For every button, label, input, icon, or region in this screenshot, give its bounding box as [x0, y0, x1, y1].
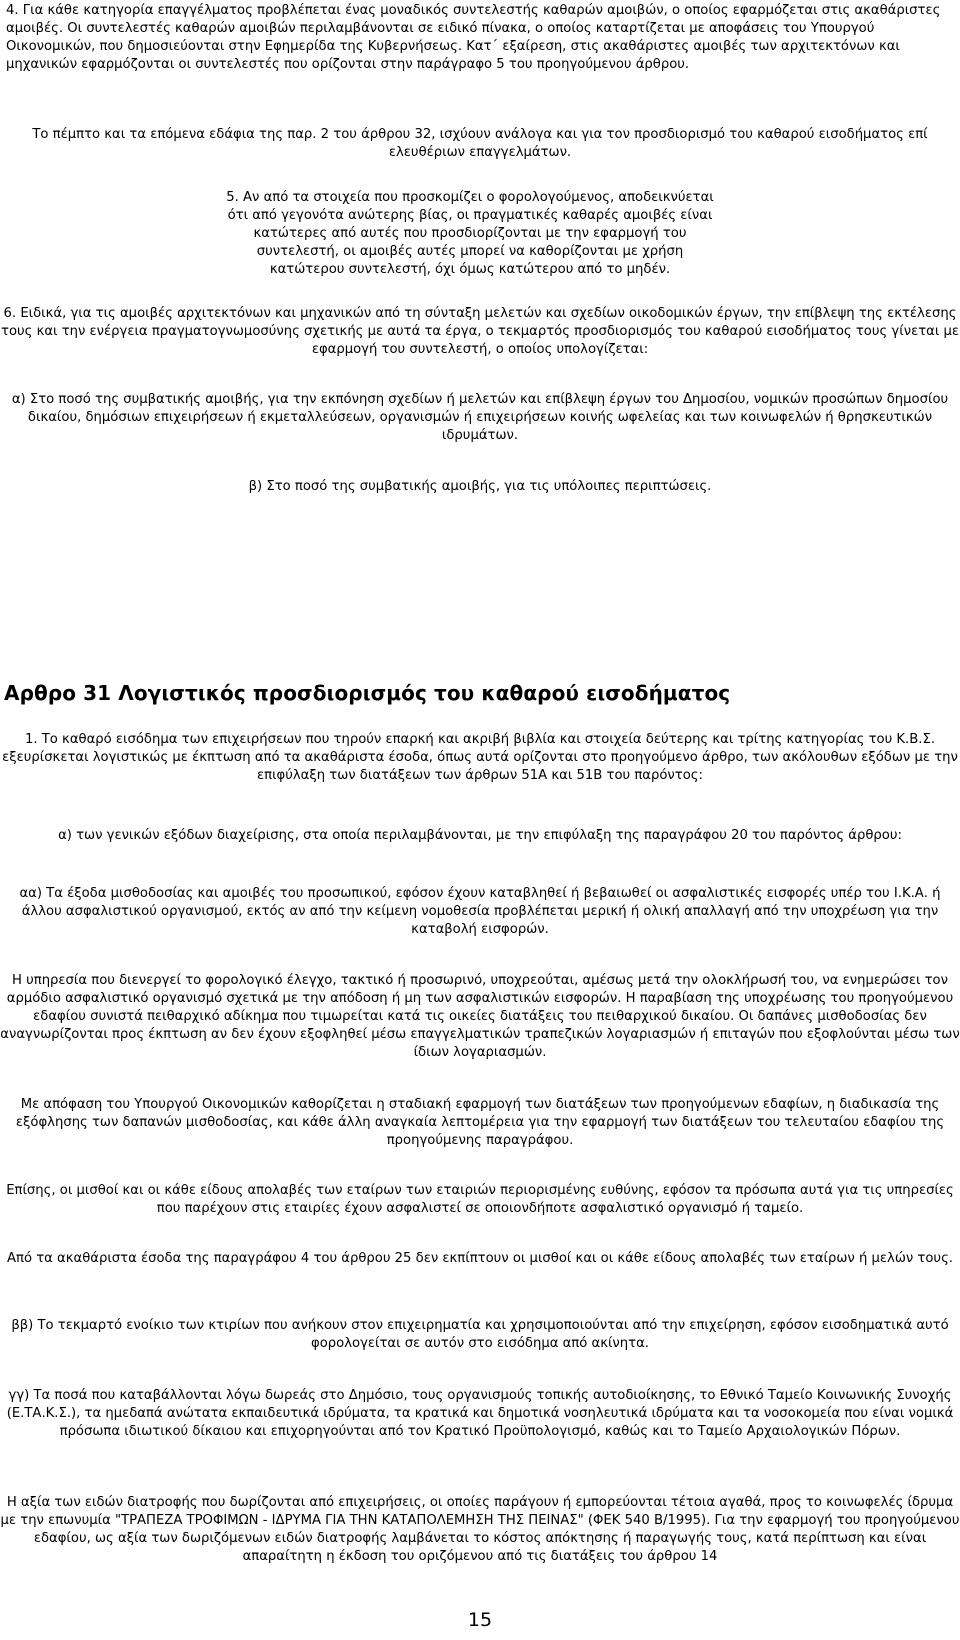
paragraph-31-1gg: γγ) Τα ποσά που καταβάλλονται λόγω δωρεάς στο Δημόσιο, τους οργανισμούς τοπικής αυτοδιοίκησης, το Εθνικό Ταμείο Κοινωνικής Συνοχής (Ε.ΤΑ.Κ.Σ.), τα ημεδαπά ανώτατα εκπαιδευτικά ιδρύματα, τα κρατικά και δημοτικά νοσηλευτικά ιδρύματα και τα νοσοκομεία που είναι νομικά πρόσωπα ιδιωτικού δίκαιου και επιχορηγούνται από τον Κρατικό Προϋπολογισμό, καθώς και το Ταμείο Αρχαιολογικών Πόρων. — [6, 1388, 954, 1439]
paragraph-gross-income: Από τα ακαθάριστα έσοδα της παραγράφου 4 του άρθρου 25 δεν εκπίπτουν οι μισθοί και οι κάθε είδους απολαβές των εταίρων ή μελών τους. — [6, 1251, 953, 1266]
paragraph-4: 4. Για κάθε κατηγορία επαγγέλματος προβλέπεται ένας μοναδικός συντελεστής καθαρών αμοιβών, ο οποίος εφαρμόζεται στις ακαθάριστες αμοιβές. Οι συντελεστές καθαρών αμοιβών περιλαμβάνονται σε ειδικό πίνακα, ο οποίος καταρτίζεται με αποφάσεις του Υπουργού Οικονομικών, που δημοσιεύονται στην Εφημερίδα της Κυβερνήσεως. Κατ΄ εξαίρεση, στις ακαθάριστες αμοιβές των αρχιτεκτόνων και μηχανικών εφαρμόζονται οι συντελεστές που ορίζονται στην παράγραφο 5 του προηγούμενου άρθρου. — [6, 3, 941, 72]
paragraph-31-1bb: ββ) Το τεκμαρτό ενοίκιο των κτιρίων που ανήκουν στον επιχειρηματία και χρησιμοποιούνται από την επιχείρηση, εφόσον εισοδηματικά αυτό φορολογείται σε αυτόν στο εισόδημα από ακίνητα. — [11, 1318, 949, 1351]
paragraph-6: 6. Ειδικά, για τις αμοιβές αρχιτεκτόνων και μηχανικών από τη σύνταξη μελετών και σχεδίων οικοδομικών έργων, την επίβλεψη της εκτέλεσης τους και την ενέργεια πραγματογνωμοσύνης σχετικής με αυτά τα έργα, ο τεκμαρτός προσδιορισμός του καθαρού εισοδήματος τους γίνεται με εφαρμογή του συντελεστή, ο οποίος υπολογίζεται: — [1, 306, 959, 357]
article-heading: Αρθρο 31 Λογιστικός προσδιορισμός του καθαρού εισοδήματος — [4, 681, 731, 705]
paragraph-ministerial-decision: Με απόφαση του Υπουργού Οικονομικών καθορίζεται η σταδιακή εφαρμογή των διατάξεων των προηγούμενων εδαφίων, η διαδικασία της εξόφλησης των δαπανών μισθοδοσίας, και κάθε άλλη αναγκαία λεπτομέρεια για την εφαρμογή των διατάξεων του τελευταίου εδαφίου της προηγούμενης παραγράφου. — [15, 1097, 945, 1148]
paragraph-tax-audit: Η υπηρεσία που διενεργεί το φορολογικό έλεγχο, τακτικό ή προσωρινό, υποχρεούται, αμέσως μετά την ολοκλήρωσή του, να ενημερώσει τον αρμόδιο ασφαλιστικό οργανισμό σχετικά με την απόδοση ή μη των ασφαλιστικών εισφορών. Η παραβίαση της υποχρέωσης του προηγούμενου εδαφίου συνιστά πειθαρχικό αδίκημα που τιμωρείται κατά τις οικείες διατάξεις του πειθαρχικού δικαίου. Οι δαπάνες μισθοδοσίας δεν αναγνωρίζονται προς έκπτωση αν δεν έχουν εξοφληθεί μέσω επαγγελματικών τραπεζικών λογαριασμών ή επιταγών που εξοφλούνται μέσω των ίδιων λογαριασμών. — [0, 973, 960, 1060]
page-number: 15 — [467, 1609, 493, 1631]
paragraph-6b: β) Στο ποσό της συμβατικής αμοιβής, για τις υπόλοιπες περιπτώσεις. — [248, 479, 712, 494]
paragraph-31-1: 1. Το καθαρό εισόδημα των επιχειρήσεων που τηρούν επαρκή και ακριβή βιβλία και στοιχεία δεύτερης και τρίτης κατηγορίας του Κ.Β.Σ. εξευρίσκεται λογιστικώς με έκπτωση από τα ακαθάριστα έσοδα, όπως αυτά ορίζονται στο προηγούμενο άρθρο, των ακόλουθων εξόδων με την επιφύλαξη των διατάξεων των άρθρων 51Α και 51Β του παρόντος: — [2, 732, 958, 783]
paragraph-fifth-subsection: Το πέμπτο και τα επόμενα εδάφια της παρ. 2 του άρθρου 32, ισχύουν ανάλογα και για τον προσδιορισμό του καθαρού εισοδήματος επί ελευθέριων επαγγελμάτων. — [32, 127, 928, 160]
paragraph-31-1a: α) των γενικών εξόδων διαχείρισης, στα οποία περιλαμβάνονται, με την επιφύλαξη της παραγράφου 20 του παρόντος άρθρου: — [58, 828, 902, 843]
paragraph-5: 5. Αν από τα στοιχεία που προσκομίζει ο φορολογούμενος, αποδεικνύεται ότι από γεγονότα ανώτερης βίας, οι πραγματικές καθαρές αμοιβές είναι κατώτερες από αυτές που προσδιορίζονται με την εφαρμογή του συντελεστή, οι αμοιβές αυτές μπορεί να καθορίζονται με χρήση κατώτερου συντελεστή, όχι όμως κατώτερου από το μηδέν. — [226, 190, 714, 277]
paragraph-food-donation: Η αξία των ειδών διατροφής που δωρίζονται από επιχειρήσεις, οι οποίες παράγουν ή εμπορεύονται τέτοια αγαθά, προς το κοινωφελές ίδρυμα με την επωνυμία "ΤΡΑΠΕΖΑ ΤΡΟΦΙΜΩΝ - ΙΔΡΥΜΑ ΓΙΑ ΤΗΝ ΚΑΤΑΠΟΛΕΜΗΣΗ ΤΗΣ ΠΕΙΝΑΣ" (ΦΕΚ 540 Β/1995). Για την εφαρμογή του προηγούμενου εδαφίου, ως αξία των δωριζόμενων ειδών διατροφής λαμβάνεται το κόστος απόκτησης ή παραγωγής τους, κατά περίπτωση και είναι απαραίτητη η έκδοση του οριζόμενου από τις διατάξεις του άρθρου 14 — [0, 1495, 960, 1564]
paragraph-31-1aa: αα) Τα έξοδα μισθοδοσίας και αμοιβές του προσωπικού, εφόσον έχουν καταβληθεί ή βεβαιωθεί οι ασφαλιστικές εισφορές υπέρ του Ι.Κ.Α. ή άλλου ασφαλιστικού οργανισμού, εκτός αν από την κείμενη νομοθεσία προβλέπεται μερική ή ολική απαλλαγή από την υποχρέωση για την καταβολή εισφορών. — [19, 886, 941, 937]
paragraph-partners-salaries: Επίσης, οι μισθοί και οι κάθε είδους απολαβές των εταίρων των εταιριών περιορισμένης ευθύνης, εφόσον τα πρόσωπα αυτά για τις υπηρεσίες που παρέχουν στις εταιρίες έχουν ασφαλιστεί σε οποιονδήποτε ασφαλιστικό οργανισμό ή ταμείο. — [6, 1183, 954, 1216]
paragraph-6a: α) Στο ποσό της συμβατικής αμοιβής, για την εκπόνηση σχεδίων ή μελετών και επίβλεψη έργων του Δημοσίου, νομικών προσώπων δημοσίου δικαίου, δημόσιων επιχειρήσεων ή εκμεταλλεύσεων, οργανισμών ή επιχειρήσεων κοινής ωφελείας και των κοινωφελών ή θρησκευτικών ιδρυμάτων. — [11, 392, 949, 443]
